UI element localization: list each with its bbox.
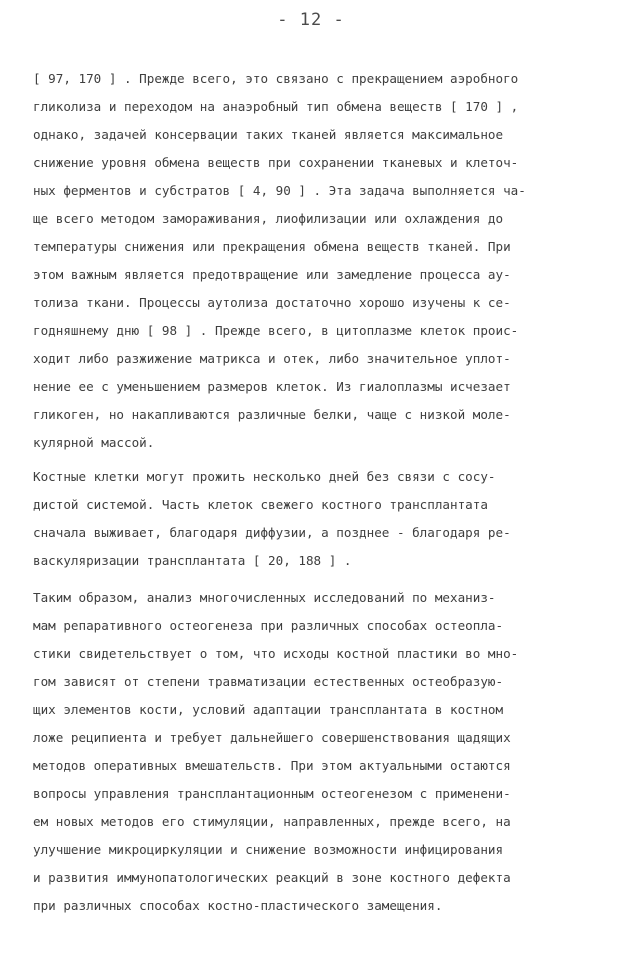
- text-line: Таким образом, анализ многочисленных исследований по механиз-: [33, 590, 496, 605]
- text-line: методов оперативных вмешательств. При этом актуальными остаются: [33, 758, 511, 773]
- text-line: сначала выживает, благодаря диффузии, а позднее - благодаря ре-: [33, 525, 511, 540]
- page-number: - 12 -: [277, 10, 345, 30]
- text-line: Костные клетки могут прожить несколько дней без связи с сосу-: [33, 469, 496, 484]
- text-line: улучшение микроциркуляции и снижение возможности инфицирования: [33, 842, 504, 857]
- text-line: [ 97, 170 ] . Прежде всего, это связано с прекращением аэробного: [33, 71, 519, 86]
- text-line: вопросы управления трансплантационным остеогенезом с применени-: [33, 786, 511, 801]
- text-line: стики свидетельствует о том, что исходы костной пластики во мно-: [33, 646, 519, 661]
- text-line: при различных способах костно-пластического замещения.: [33, 898, 443, 913]
- text-line: гом зависят от степени травматизации естественных остеобразую-: [33, 674, 504, 689]
- text-line: ще всего методом замораживания, лиофилизации или охлаждения до: [33, 211, 504, 226]
- text-line: снижение уровня обмена веществ при сохранении тканевых и клеточ-: [33, 155, 519, 170]
- text-line: мам репаративного остеогенеза при различных способах остеопла-: [33, 618, 504, 633]
- text-line: этом важным является предотвращение или замедление процесса ау-: [33, 267, 511, 282]
- text-line: температуры снижения или прекращения обмена веществ тканей. При: [33, 239, 511, 254]
- text-line: однако, задачей консервации таких тканей является максимальное: [33, 127, 504, 142]
- text-line: ем новых методов его стимуляции, направленных, прежде всего, на: [33, 814, 511, 829]
- text-line: толиза ткани. Процессы аутолиза достаточно хорошо изучены к се-: [33, 295, 511, 310]
- text-line: и развития иммунопатологических реакций в зоне костного дефекта: [33, 870, 511, 885]
- text-line: ных ферментов и субстратов [ 4, 90 ] . Эта задача выполняется ча-: [33, 183, 526, 198]
- text-line: дистой системой. Часть клеток свежего костного трансплантата: [33, 497, 488, 512]
- text-line: гликолиза и переходом на анаэробный тип обмена веществ [ 170 ] ,: [33, 99, 519, 114]
- text-line: ходит либо разжижение матрикса и отек, либо значительное уплот-: [33, 351, 511, 366]
- text-line: щих элементов кости, условий адаптации трансплантата в костном: [33, 702, 504, 717]
- text-line: годняшнему дню [ 98 ] . Прежде всего, в цитоплазме клеток проис-: [33, 323, 519, 338]
- text-line: нение ее с уменьшением размеров клеток. Из гиалоплазмы исчезает: [33, 379, 511, 394]
- text-line: кулярной массой.: [33, 435, 155, 450]
- text-line: васкуляризации трансплантата [ 20, 188 ] .: [33, 553, 352, 568]
- text-line: гликоген, но накапливаются различные белки, чаще с низкой моле-: [33, 407, 511, 422]
- text-line: ложе реципиента и требует дальнейшего совершенствования щадящих: [33, 730, 511, 745]
